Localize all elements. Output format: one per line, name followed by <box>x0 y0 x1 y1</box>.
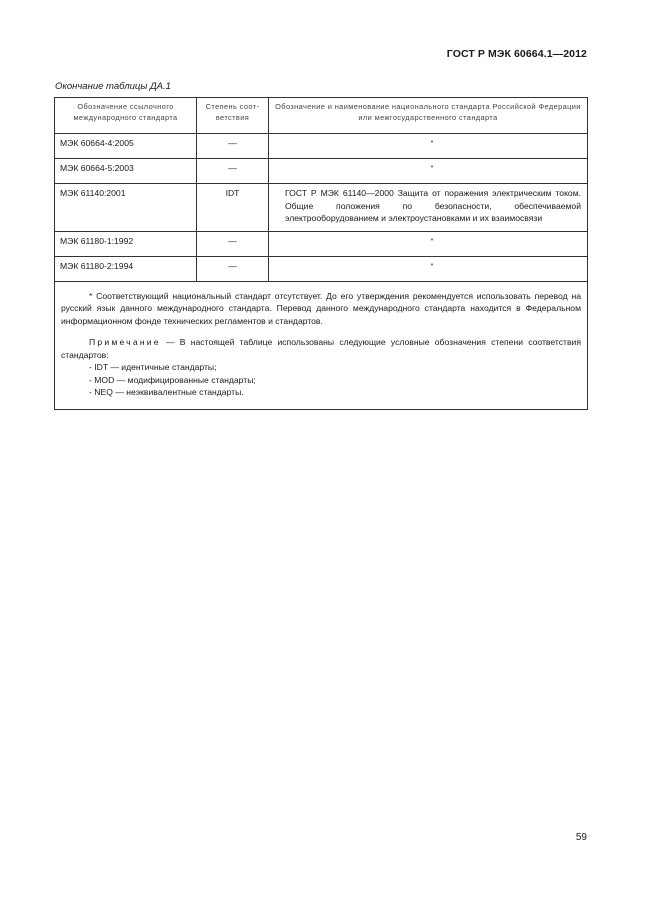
asterisk-mark: * <box>430 165 434 172</box>
national-cell <box>269 134 588 159</box>
table-row <box>55 184 588 232</box>
table-row <box>55 159 588 184</box>
reference-cell: МЭК 61180-1:1992 <box>55 231 197 256</box>
reference-cell: МЭК 60664-5:2003 <box>55 159 197 184</box>
note-list-item: - IDT — идентичные стандарты; <box>89 362 217 372</box>
degree-cell: IDT <box>197 184 269 232</box>
national-cell <box>269 159 588 184</box>
reference-cell: МЭК 61180-2:1994 <box>55 256 197 281</box>
national-cell <box>269 231 588 256</box>
degree-cell: — <box>197 231 269 256</box>
column-header-national: Обозначение и наименование национального стандарта Российской Федерации или межгосударственного стандарта <box>269 98 588 134</box>
note-label: Примечание <box>89 337 161 347</box>
note-list-item: - MOD — модифицированные стандарты; <box>89 374 256 385</box>
note-text: — В настоящей таблице использованы следующие условные обозначения степени соответствия стандартов: <box>61 337 581 360</box>
table-header-row <box>55 98 588 134</box>
asterisk-mark: * <box>430 262 434 270</box>
reference-cell: МЭК 60664-4:2005 <box>55 134 197 159</box>
reference-cell: МЭК 61140:2001 <box>55 184 197 232</box>
document-header: ГОСТ Р МЭК 60664.1—2012 <box>446 48 587 60</box>
table-caption: Окончание таблицы ДА.1 <box>55 81 171 92</box>
asterisk-mark: * <box>430 140 434 147</box>
column-header-reference: Обозначение ссылочного международного стандарта <box>55 98 197 134</box>
notes-row <box>55 281 588 409</box>
degree-cell: — <box>197 256 269 281</box>
column-header-degree: Степень соот-ветствия <box>197 98 269 134</box>
table-row <box>55 134 588 159</box>
note-paragraph <box>61 336 581 361</box>
standards-table <box>54 97 588 410</box>
page-number: 59 <box>575 832 587 843</box>
notes-cell <box>55 281 588 409</box>
footnote-text: * Соответствующий национальный стандарт отсутствует. До его утверждения рекомендуется использовать перевод на русский язык данного международного стандарта. Перевод данного международного стандарта находится в Федеральном информационном фонде технических регламентов и стандартов. <box>61 290 581 326</box>
degree-cell: — <box>197 134 269 159</box>
table-row <box>55 256 588 281</box>
table-row <box>55 231 588 256</box>
asterisk-mark: * <box>430 237 434 245</box>
national-cell <box>269 256 588 281</box>
note-list-item: - NEQ — неэквивалентные стандарты. <box>89 387 244 397</box>
degree-cell: — <box>197 159 269 184</box>
national-cell: ГОСТ Р МЭК 61140—2000 Защита от поражения электрическим током. Общие положения по безопасности, обеспечиваемой электрооборудованием и электроустановками и их взаимосвязи <box>269 184 588 232</box>
